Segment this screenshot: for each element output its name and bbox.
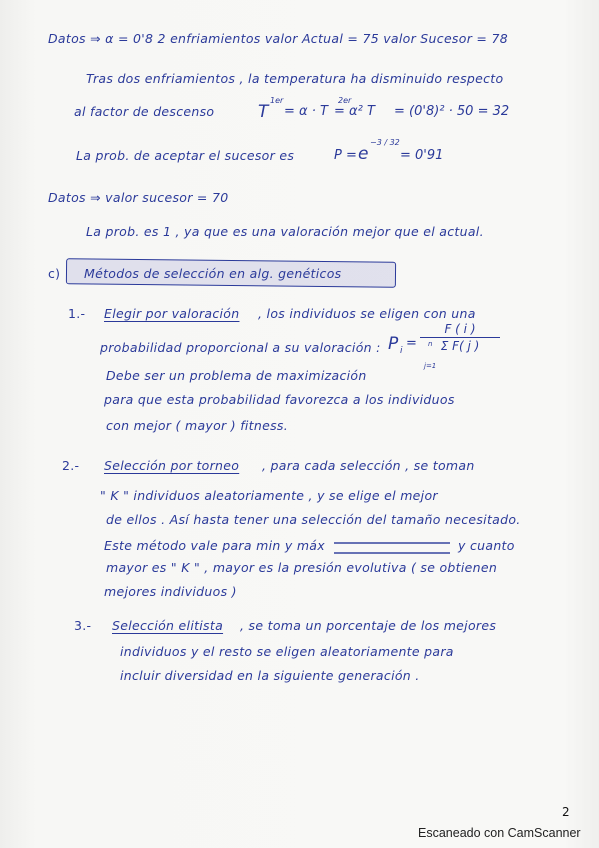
text-line: incluir diversidad en la siguiente generación .	[120, 668, 420, 683]
text-line: mayor es " K " , mayor es la presión evolutiva ( se obtienen	[106, 560, 498, 575]
item-number: 3.-	[74, 618, 92, 633]
text-line: individuos y el resto se eligen aleatoriamente para	[120, 644, 454, 659]
text-line: Datos ⇒ valor sucesor = 70	[48, 190, 229, 205]
item-title: Selección elitista	[112, 618, 224, 633]
text-line: probabilidad proporcional a su valoración :	[100, 340, 381, 355]
text-line: de ellos . Así hasta tener una selección del tamaño necesitado.	[106, 512, 521, 527]
text-line: al factor de descenso	[74, 104, 215, 119]
text-line: para que esta probabilidad favorezca a los individuos	[104, 392, 455, 407]
text-line: , los individuos se eligen con una	[258, 306, 476, 321]
item-title: Elegir por valoración	[104, 306, 240, 321]
text-line: con mejor ( mayor ) fitness.	[106, 418, 288, 433]
scanner-watermark: Escaneado con CamScanner	[418, 826, 581, 840]
item-number: 2.-	[62, 458, 80, 473]
item-title: Selección por torneo	[104, 458, 240, 473]
text-line: mejores individuos )	[104, 584, 237, 599]
text-line: Debe ser un problema de maximización	[106, 368, 367, 383]
fraction: F ( i ) Σ F( j )	[420, 322, 500, 353]
text-line: La prob. es 1 , ya que es una valoración mejor que el actual.	[86, 224, 484, 239]
selection-probability-formula: P i = F ( i ) Σ F( j ) n j=1	[388, 318, 518, 376]
text-line: y cuanto	[458, 538, 515, 553]
text-line: La prob. de aceptar el sucesor es	[76, 148, 295, 163]
page-number: 2	[562, 805, 570, 819]
probability-formula: P = e −3 / 32 = 0'91	[334, 138, 444, 164]
text-line: Tras dos enfriamientos , la temperatura ha disminuido respecto	[86, 71, 504, 86]
item-number: 1.-	[68, 306, 86, 321]
text-line: " K " individuos aleatoriamente , y se elige el mejor	[100, 488, 438, 503]
temperature-formula: T 1er = α · T 2er = α² T = (0'8)² · 50 = 32	[258, 96, 510, 122]
text-line: Este método vale para min y máx	[104, 538, 325, 553]
text-line: , para cada selección , se toman	[262, 458, 475, 473]
crossed-out-scribble	[334, 542, 450, 554]
section-heading: Métodos de selección en alg. genéticos	[84, 266, 342, 281]
section-label: c)	[48, 266, 61, 281]
text-line: Datos ⇒ α = 0'8 2 enfriamientos valor Actual = 75 valor Sucesor = 78	[48, 31, 508, 46]
text-line: , se toma un porcentaje de los mejores	[240, 618, 497, 633]
